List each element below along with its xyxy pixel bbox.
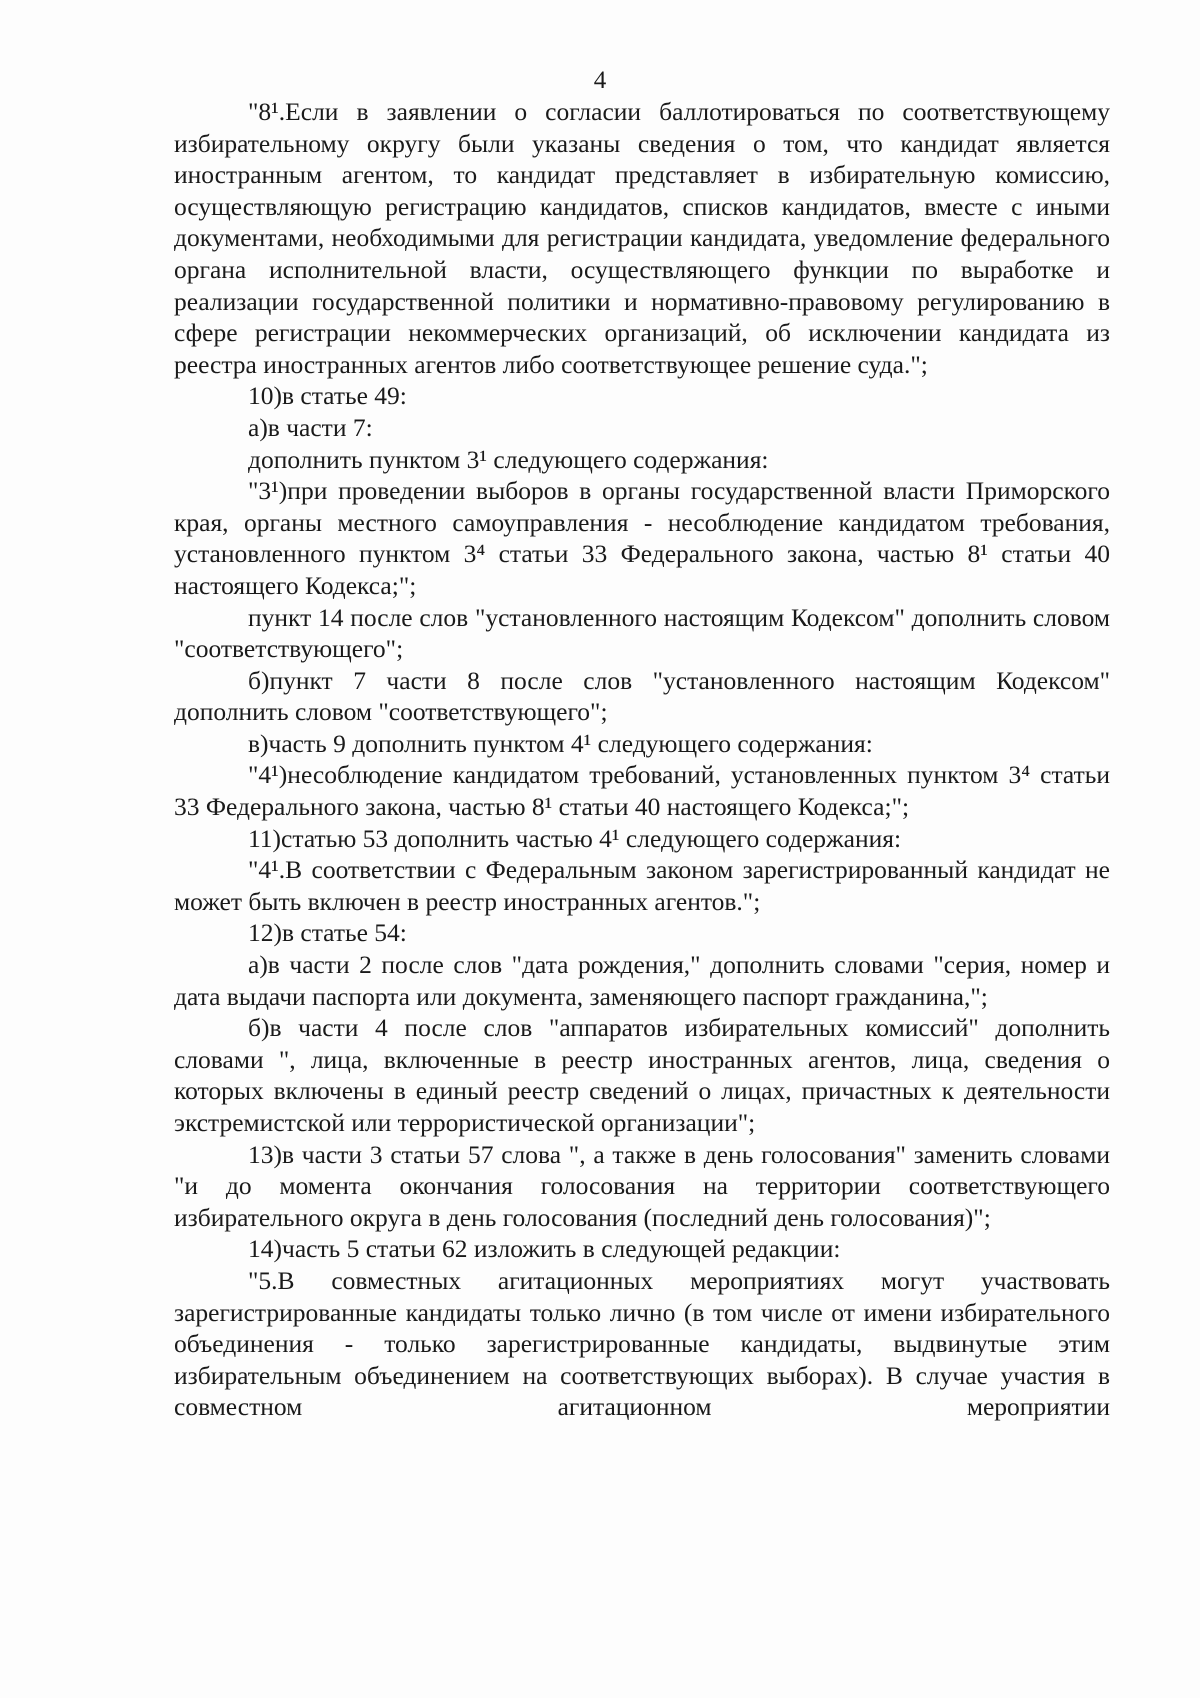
paragraph-item-12: 12)в статье 54: <box>248 918 407 948</box>
page-number: 4 <box>593 67 607 94</box>
paragraph-point-3-1-text: "3¹)при проведении выборов в органы государственной власти Приморского края, органы местного самоуправления - несоблюдение кандидатом требования, установленного пунктом 3⁴ статьи 33 Федерального закона, частью 8¹ статьи 40 настоящего Кодекса;"; <box>174 476 1110 600</box>
document-body <box>174 96 1110 1423</box>
paragraph-8-1-foreign-agent-notice: "8¹.Если в заявлении о согласии баллотироваться по соответствующему избирательному округу были указаны сведения о том, что кандидат является иностранным агентом, то кандидат представляет в избирательную комиссию, осуществляющую регистрацию кандидатов, списков кандидатов, вместе с иными документами, необходимыми для регистрации кандидата, уведомление федерального органа исполнительной власти, осуществляющего функции по выработке и реализации государственной политики и нормативно-правовому регулированию в сфере регистрации некоммерческих организаций, об исключении кандидата из реестра иностранных агентов либо соответствующее решение суда."; <box>174 97 1110 379</box>
paragraph-item-14: 14)часть 5 статьи 62 изложить в следующей редакции: <box>248 1234 841 1264</box>
paragraph-item-12a: а)в части 2 после слов "дата рождения," дополнить словами "серия, номер и дата выдачи паспорта или документа, заменяющего паспорт гражданина,"; <box>174 950 1110 1011</box>
paragraph-item-11: 11)статью 53 дополнить частью 4¹ следующего содержания: <box>248 823 902 853</box>
paragraph-item-13: 13)в части 3 статьи 57 слова ", а также в день голосования" заменить словами "и до момента окончания голосования на территории соответствующего избирательного округа в день голосования (последний день голосования)"; <box>174 1139 1110 1232</box>
paragraph-part-4-1-text: "4¹.В соответствии с Федеральным законом зарегистрированный кандидат не может быть включен в реестр иностранных агентов."; <box>174 855 1110 916</box>
paragraph-point-14: пункт 14 после слов "установленного настоящим Кодексом" дополнить словом "соответствующего"; <box>174 602 1110 664</box>
paragraph-point-4-1-text: "4¹)несоблюдение кандидатом требований, установленных пунктом 3⁴ статьи 33 Федерального закона, частью 8¹ статьи 40 настоящего Кодекса;"; <box>174 760 1110 822</box>
paragraph-item-10v: в)часть 9 дополнить пунктом 4¹ следующего содержания: <box>248 728 873 758</box>
paragraph-item-10: 10)в статье 49: <box>248 381 407 411</box>
paragraph-item-12b: б)в части 4 после слов "аппаратов избирательных комиссий" дополнить словами ", лица, включенные в реестр иностранных агентов, лица, сведения о которых включены в единый реестр сведений о лицах, причастных к деятельности экстремистской или террористической организации"; <box>174 1013 1110 1137</box>
paragraph-item-10b: б)пункт 7 части 8 после слов "установленного настоящим Кодексом" дополнить словом "соответствующего"; <box>174 665 1110 727</box>
paragraph-item-10a: а)в части 7: <box>248 412 373 442</box>
paragraph-add-point-3-1: дополнить пунктом 3¹ следующего содержания: <box>248 444 769 474</box>
paragraph-part-5-text: "5.В совместных агитационных мероприятиях могут участвовать зарегистрированные кандидаты только лично (в том числе от имени избирательного объединения - только зарегистрированные кандидаты, выдвинутые этим избирательным объединением на соответствующих выборах). В случае участия в совместном агитационном мероприятии <box>174 1265 1110 1422</box>
